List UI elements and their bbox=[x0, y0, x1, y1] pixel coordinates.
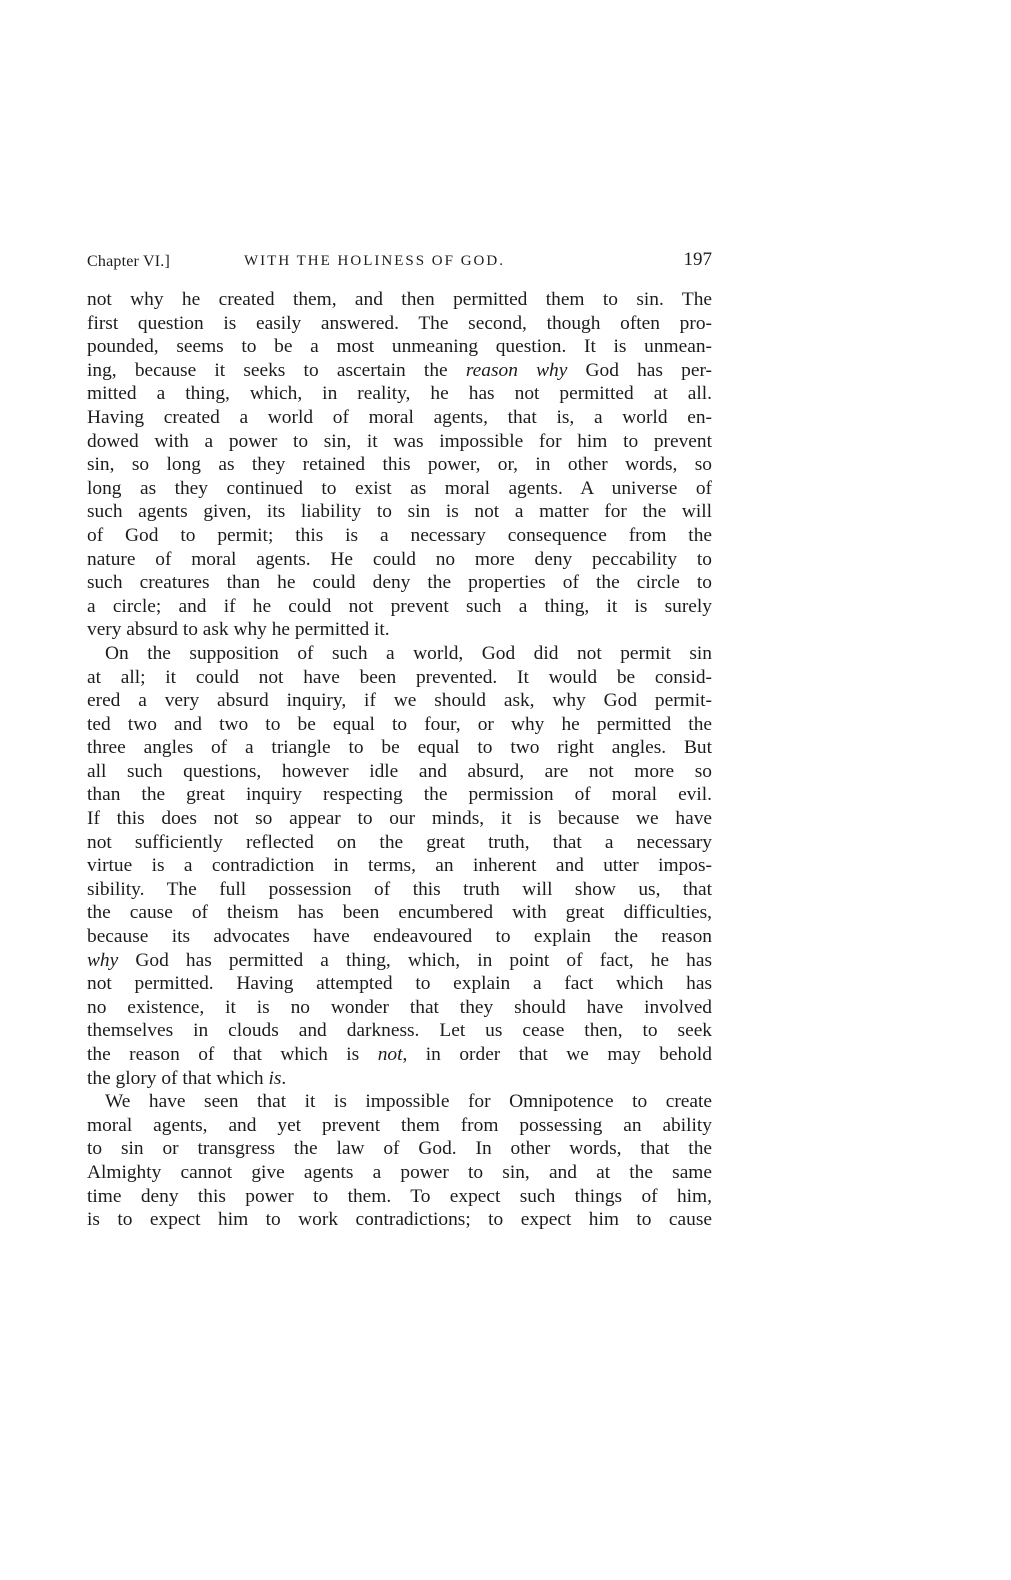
text-line: mitted a thing, which, in reality, he has not permitted at all. bbox=[87, 383, 712, 405]
text-line: sin, so long as they retained this power, or, in other words, so bbox=[87, 454, 712, 476]
text-line: the glory of that which is. bbox=[87, 1067, 287, 1089]
paragraph-1 bbox=[87, 288, 712, 642]
text-line: sibility. The full possession of this truth will show us, that bbox=[87, 878, 712, 900]
text-line: pounded, seems to be a most unmeaning question. It is unmean- bbox=[87, 336, 712, 358]
text-line: ing, because it seeks to ascertain the reason why God has per- bbox=[87, 359, 712, 381]
text-line: virtue is a contradiction in terms, an inherent and utter impos- bbox=[87, 855, 712, 877]
text-line: On the supposition of such a world, God did not permit sin bbox=[105, 642, 712, 664]
text-line: dowed with a power to sin, it was impossible for him to prevent bbox=[87, 430, 712, 452]
text-line: three angles of a triangle to be equal to two right angles. But bbox=[87, 737, 712, 759]
text-line: the cause of theism has been encumbered with great difficulties, bbox=[87, 902, 712, 924]
text-line: long as they continued to exist as moral agents. A universe of bbox=[87, 477, 712, 499]
text-line: first question is easily answered. The second, though often pro- bbox=[87, 312, 712, 334]
text-line: not permitted. Having attempted to explain a fact which has bbox=[87, 973, 712, 995]
text-line: Almighty cannot give agents a power to sin, and at the same bbox=[87, 1161, 712, 1183]
text-line: We have seen that it is impossible for Omnipotence to create bbox=[105, 1091, 712, 1113]
text-line: If this does not so appear to our minds, it is because we have bbox=[87, 808, 712, 830]
paragraph-3 bbox=[87, 1090, 712, 1232]
text-line: themselves in clouds and darkness. Let us cease then, to seek bbox=[87, 1020, 712, 1042]
text-line: ered a very absurd inquiry, if we should ask, why God permit- bbox=[87, 690, 712, 712]
text-line: to sin or transgress the law of God. In other words, that the bbox=[87, 1138, 712, 1160]
text-line: time deny this power to them. To expect such things of him, bbox=[87, 1185, 712, 1207]
text-line: ted two and two to be equal to four, or why he permitted the bbox=[87, 713, 712, 735]
text-line: no existence, it is no wonder that they should have involved bbox=[87, 996, 712, 1018]
text-line: Having created a world of moral agents, that is, a world en- bbox=[87, 406, 712, 428]
text-line: all such questions, however idle and absurd, are not more so bbox=[87, 760, 712, 782]
running-head-title: WITH THE HOLINESS OF GOD. bbox=[244, 253, 505, 269]
text-line: moral agents, and yet prevent them from possessing an ability bbox=[87, 1114, 712, 1136]
text-line: at all; it could not have been prevented. It would be consid- bbox=[87, 666, 712, 688]
text-line: is to expect him to work contradictions; to expect him to cause bbox=[87, 1209, 712, 1231]
text-line: the reason of that which is not, in order that we may behold bbox=[87, 1044, 712, 1065]
text-line: such agents given, its liability to sin is not a matter for the will bbox=[87, 501, 712, 523]
running-head bbox=[87, 247, 712, 277]
paragraph-2 bbox=[87, 642, 712, 1090]
text-line: not why he created them, and then permitted them to sin. The bbox=[87, 289, 712, 310]
running-head-chapter: Chapter VI.] bbox=[87, 253, 170, 270]
text-line: of God to permit; this is a necessary consequence from the bbox=[87, 524, 712, 546]
text-line: nature of moral agents. He could no more deny peccability to bbox=[87, 548, 712, 570]
text-line: because its advocates have endeavoured to explain the reason bbox=[87, 926, 712, 948]
text-line: why God has permitted a thing, which, in point of fact, he has bbox=[87, 949, 712, 971]
page-number: 197 bbox=[683, 249, 712, 270]
text-line: a circle; and if he could not prevent such a thing, it is surely bbox=[87, 595, 712, 617]
body-text bbox=[87, 288, 712, 1232]
text-line: such creatures than he could deny the properties of the circle to bbox=[87, 572, 712, 594]
text-line: very absurd to ask why he permitted it. bbox=[87, 619, 390, 641]
text-line: than the great inquiry respecting the permission of moral evil. bbox=[87, 784, 712, 806]
text-line: not sufficiently reflected on the great truth, that a necessary bbox=[87, 831, 712, 853]
